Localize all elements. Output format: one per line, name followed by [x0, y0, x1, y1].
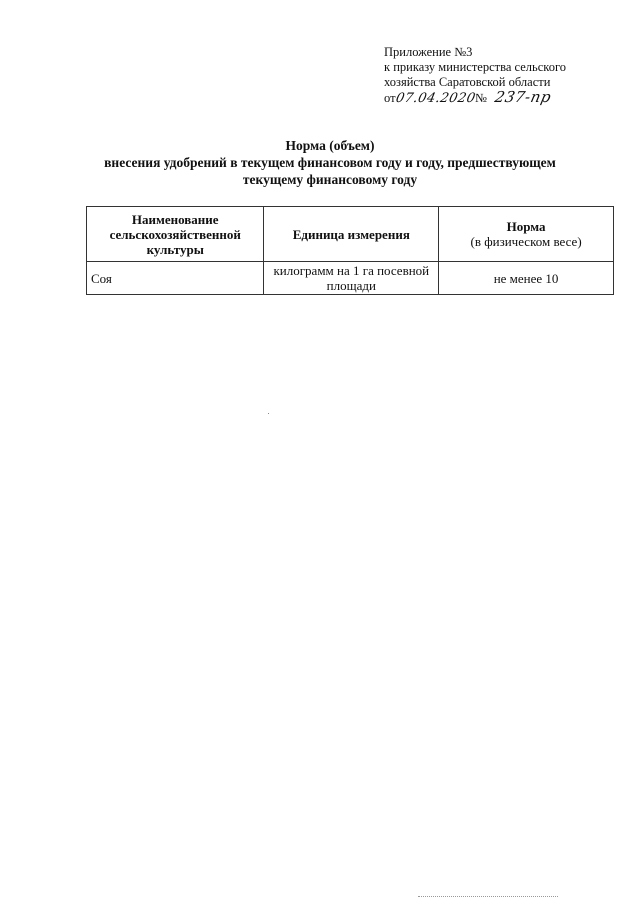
title-line-3: текущему финансовому году	[242, 172, 418, 187]
table-header-row	[87, 207, 614, 262]
title-line-1: Норма (объем)	[285, 138, 375, 153]
handwritten-date: 07.04.2020	[393, 91, 477, 106]
scan-speck	[268, 413, 269, 414]
appendix-ministry: хозяйства Саратовской области	[384, 75, 551, 89]
cell-unit: килограмм на 1 га посевной площади	[264, 262, 439, 295]
number-prefix: №	[475, 91, 487, 105]
appendix-order-ref: к приказу министерства сельского	[384, 60, 567, 74]
header-norm-title: Норма	[506, 219, 546, 234]
cell-norm: не менее 10	[439, 262, 614, 295]
norms-table	[86, 206, 614, 295]
appendix-date-line	[384, 90, 624, 106]
table-row	[87, 262, 614, 295]
header-norm	[439, 207, 614, 262]
appendix-header	[384, 45, 624, 106]
title-line-2: внесения удобрений в текущем финансовом году и году, предшествующем	[104, 155, 556, 170]
date-prefix: от	[384, 91, 396, 105]
document-title	[60, 137, 600, 188]
appendix-title: Приложение №3	[384, 45, 473, 59]
cell-crop: Соя	[87, 262, 264, 295]
header-unit: Единица измерения	[264, 207, 439, 262]
scan-bottom-mark	[418, 896, 558, 897]
header-crop: Наименование сельскохозяйственной культуры	[87, 207, 264, 262]
header-norm-subtitle: (в физическом весе)	[470, 234, 582, 249]
handwritten-number: 237-пр	[493, 88, 553, 106]
